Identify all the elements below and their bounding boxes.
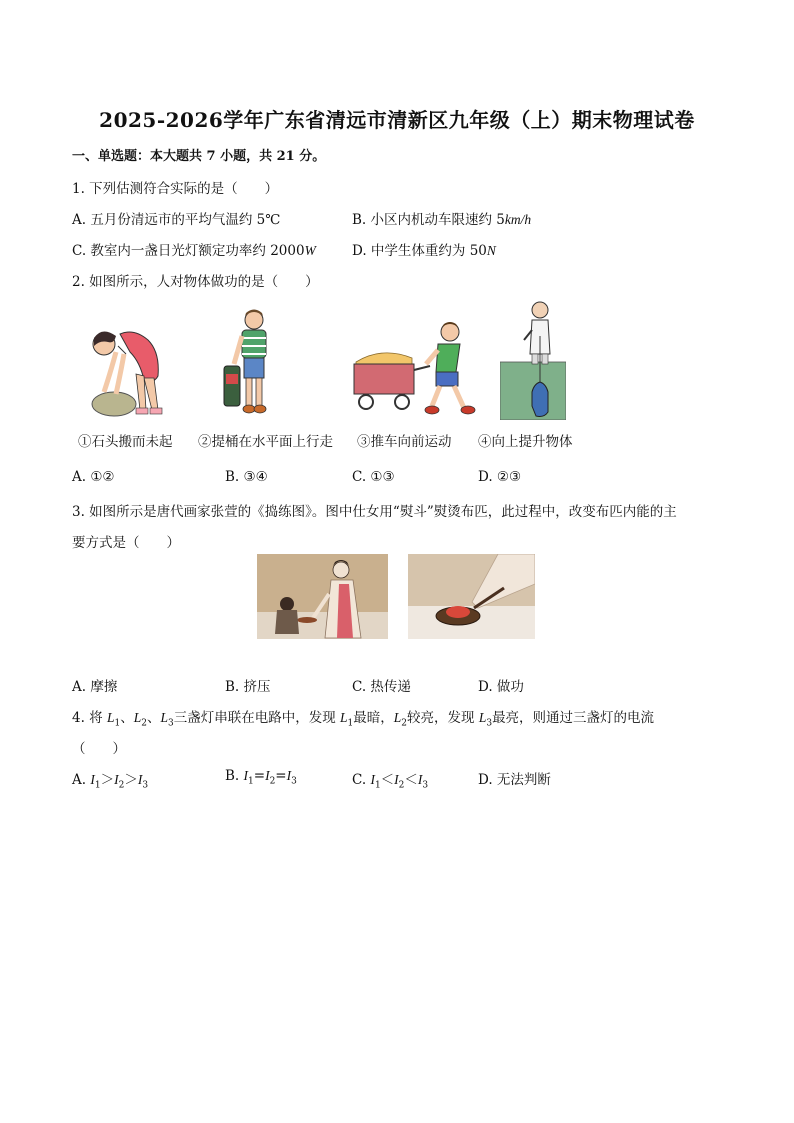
q3-option-a: A. 摩擦 — [72, 679, 118, 695]
q1-option-b: B. 小区内机动车限速约 5km/h — [352, 212, 532, 228]
q1-option-c: C. 教室内一盏日光灯额定功率约 2000W — [72, 243, 316, 259]
q4-option-a: A. $I_1>I_2>I_3$ — [72, 772, 149, 791]
q2-caption-2: ②提桶在水平面上行走 — [198, 434, 333, 450]
q3-option-c: C. 热传递 — [352, 679, 411, 695]
q3-option-b: B. 挤压 — [225, 679, 271, 695]
q1-stem: 1. 下列估测符合实际的是（ ） — [72, 181, 279, 197]
figure-carrying-bucket — [222, 308, 282, 420]
q2-option-c: C. ①③ — [352, 469, 395, 485]
q2-option-d: D. ②③ — [478, 469, 522, 485]
figure-lifting-object — [500, 300, 566, 420]
q2-caption-3: ③推车向前运动 — [357, 434, 452, 450]
q2-caption-1: ①石头搬而未起 — [78, 434, 173, 450]
q2-option-b: B. ③④ — [225, 469, 268, 485]
q4-stem-line2: （ ） — [72, 741, 126, 757]
iron-closeup-photo — [408, 554, 535, 639]
q4-option-c: C. $I_1<I_2<I_3$ — [352, 772, 429, 791]
q4-option-d: D. 无法判断 — [478, 772, 551, 788]
q2-stem: 2. 如图所示，人对物体做功的是（ ） — [72, 274, 319, 290]
q1-option-a: A. 五月份清远市的平均气温约 5℃ — [72, 212, 281, 228]
figure-lifting-stone — [74, 318, 170, 418]
q1-option-d: D. 中学生体重约为 50N — [352, 243, 496, 259]
q2-option-a: A. ①② — [72, 469, 115, 485]
q2-caption-4: ④向上提升物体 — [478, 434, 573, 450]
q3-option-d: D. 做功 — [478, 679, 524, 695]
figure-pushing-cart — [352, 320, 488, 416]
q4-stem-line1: 4. 将 $L_1$、$L_2$、$L_3$三盏灯串联在电路中，发现 $L_1$最暗，$L_2$较亮，发现 $L_3$最亮，则通过三盏灯的电流 — [72, 710, 655, 729]
section-heading: 一、单选题：本大题共 7 小题，共 21 分。 — [72, 149, 326, 164]
q3-stem-line1: 3. 如图所示是唐代画家张萱的《捣练图》。图中仕女用“熨斗”熨烫布匹，此过程中，改变布匹内能的主 — [72, 504, 677, 520]
painting-ironing-photo — [257, 554, 388, 639]
q3-stem-line2: 要方式是（ ） — [72, 535, 180, 551]
page-title: 2025-2026学年广东省清远市清新区九年级（上）期末物理试卷 — [99, 108, 695, 132]
q4-option-b: B. $I_1=I_2=I_3$ — [225, 768, 297, 787]
